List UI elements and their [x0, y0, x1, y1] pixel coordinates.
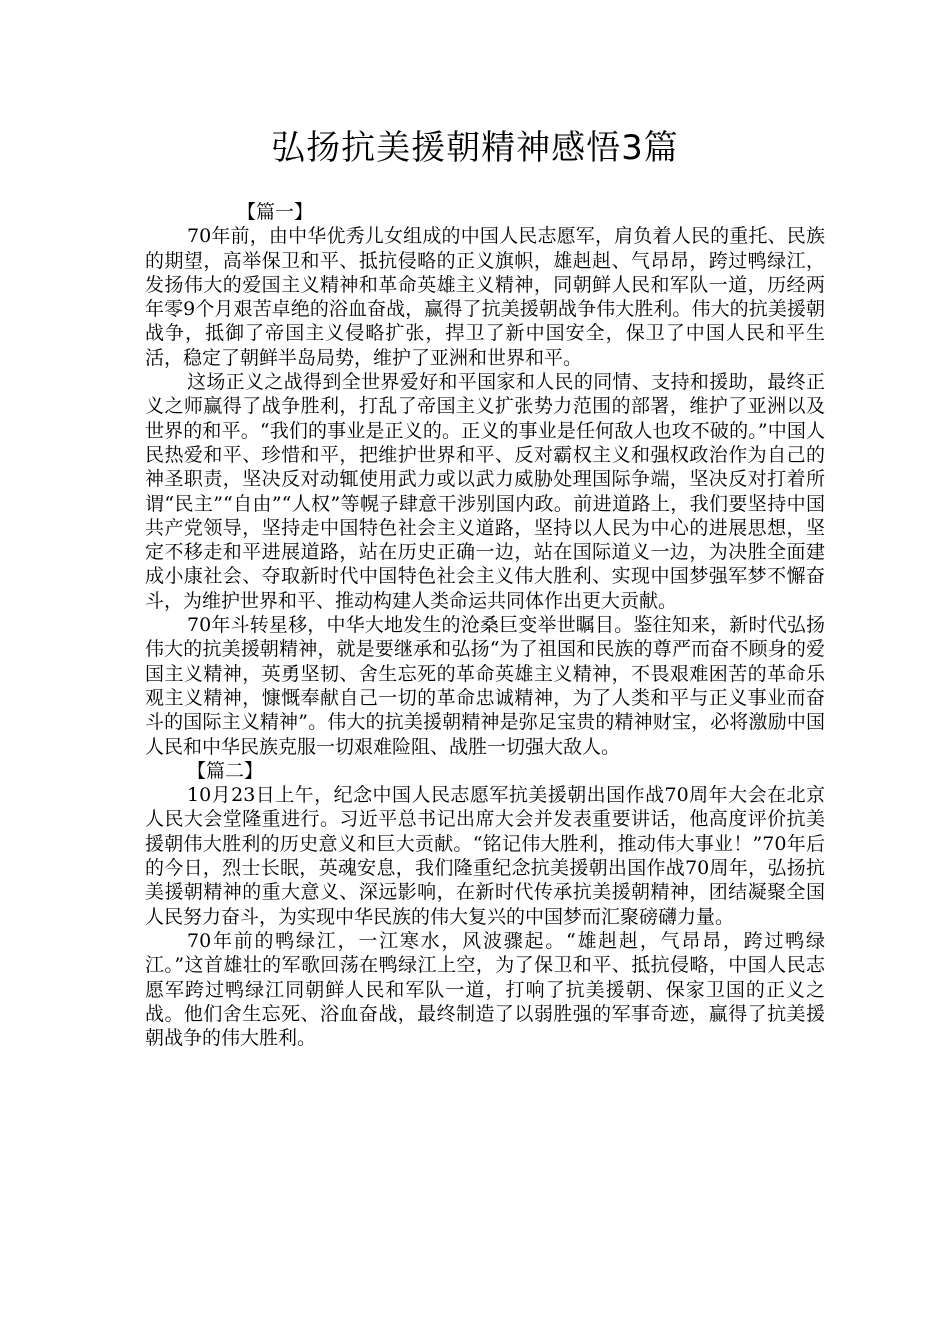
- paragraph: 10月23日上午，纪念中国人民志愿军抗美援朝出国作战70周年大会在北京人民大会堂隆重进行。习近平总书记出席大会并发表重要讲话，他高度评价抗美援朝伟大胜利的历史意义和巨大贡献。“铭记伟大胜利，推动伟大事业！”70年后的今日，烈士长眠，英魂安息，我们隆重纪念抗美援朝出国作战70周年，弘扬抗美援朝精神的重大意义、深远影响，在新时代传承抗美援朝精神，团结凝聚全国人民努力奋斗，为实现中华民族的伟大复兴的中国梦而汇聚磅礴力量。: [145, 784, 825, 928]
- paragraph: 70年前，由中华优秀儿女组成的中国人民志愿军，肩负着人民的重托、民族的期望，高举保卫和平、抵抗侵略的正义旗帜，雄赳赳、气昂昂，跨过鸭绿江，发扬伟大的爱国主义精神和革命英雄主义精神，同朝鲜人民和军队一道，历经两年零9个月艰苦卓绝的浴血奋战，赢得了抗美援朝战争伟大胜利。伟大的抗美援朝战争，抵御了帝国主义侵略扩张，捍卫了新中国安全，保卫了中国人民和平生活，稳定了朝鲜半岛局势，维护了亚洲和世界和平。: [145, 225, 825, 369]
- section-heading: 【篇一】: [237, 201, 314, 223]
- paragraph: 这场正义之战得到全世界爱好和平国家和人民的同情、支持和援助，最终正义之师赢得了战争胜利，打乱了帝国主义扩张势力范围的部署，维护了亚洲以及世界的和平。“我们的事业是正义的。正义的事业是任何敌人也攻不破的。”中国人民热爱和平、珍惜和平，把维护世界和平、反对霸权主义和强权政治作为自己的神圣职责，坚决反对动辄使用武力或以武力威胁处理国际争端，坚决反对打着所谓“民主”“自由”“人权”等幌子肆意干涉别国内政。前进道路上，我们要坚持中国共产党领导，坚持走中国特色社会主义道路，坚持以人民为中心的进展思想，坚定不移走和平进展道路，站在历史正确一边，站在国际道义一边，为决胜全面建成小康社会、夺取新时代中国特色社会主义伟大胜利、实现中国梦强军梦不懈奋斗，为维护世界和平、推动构建人类命运共同体作出更大贡献。: [145, 371, 825, 612]
- document-title: 弘扬抗美援朝精神感悟3篇: [271, 128, 679, 168]
- section-heading: 【篇二】: [187, 759, 264, 782]
- document-body: [145, 200, 825, 1050]
- paragraph: 70年前的鸭绿江，一江寒水，风波骤起。“雄赳赳，气昂昂，跨过鸭绿江。”这首雄壮的军歌回荡在鸭绿江上空，为了保卫和平、抵抗侵略，中国人民志愿军跨过鸭绿江同朝鲜人民和军队一道，打响了抗美援朝、保家卫国的正义之战。他们舍生忘死、浴血奋战，最终制造了以弱胜强的军事奇迹，赢得了抗美援朝战争的伟大胜利。: [145, 929, 825, 1050]
- paragraph: 70年斗转星移，中华大地发生的沧桑巨变举世瞩目。鉴往知来，新时代弘扬伟大的抗美援朝精神，就是要继承和弘扬“为了祖国和民族的尊严而奋不顾身的爱国主义精神，英勇坚韧、舍生忘死的革命英雄主义精神，不畏艰难困苦的革命乐观主义精神，慷慨奉献自己一切的革命忠诚精神，为了人类和平与正义事业而奋斗的国际主义精神”。伟大的抗美援朝精神是弥足宝贵的精神财宝，必将激励中国人民和中华民族克服一切艰难险阻、战胜一切强大敌人。: [145, 614, 825, 758]
